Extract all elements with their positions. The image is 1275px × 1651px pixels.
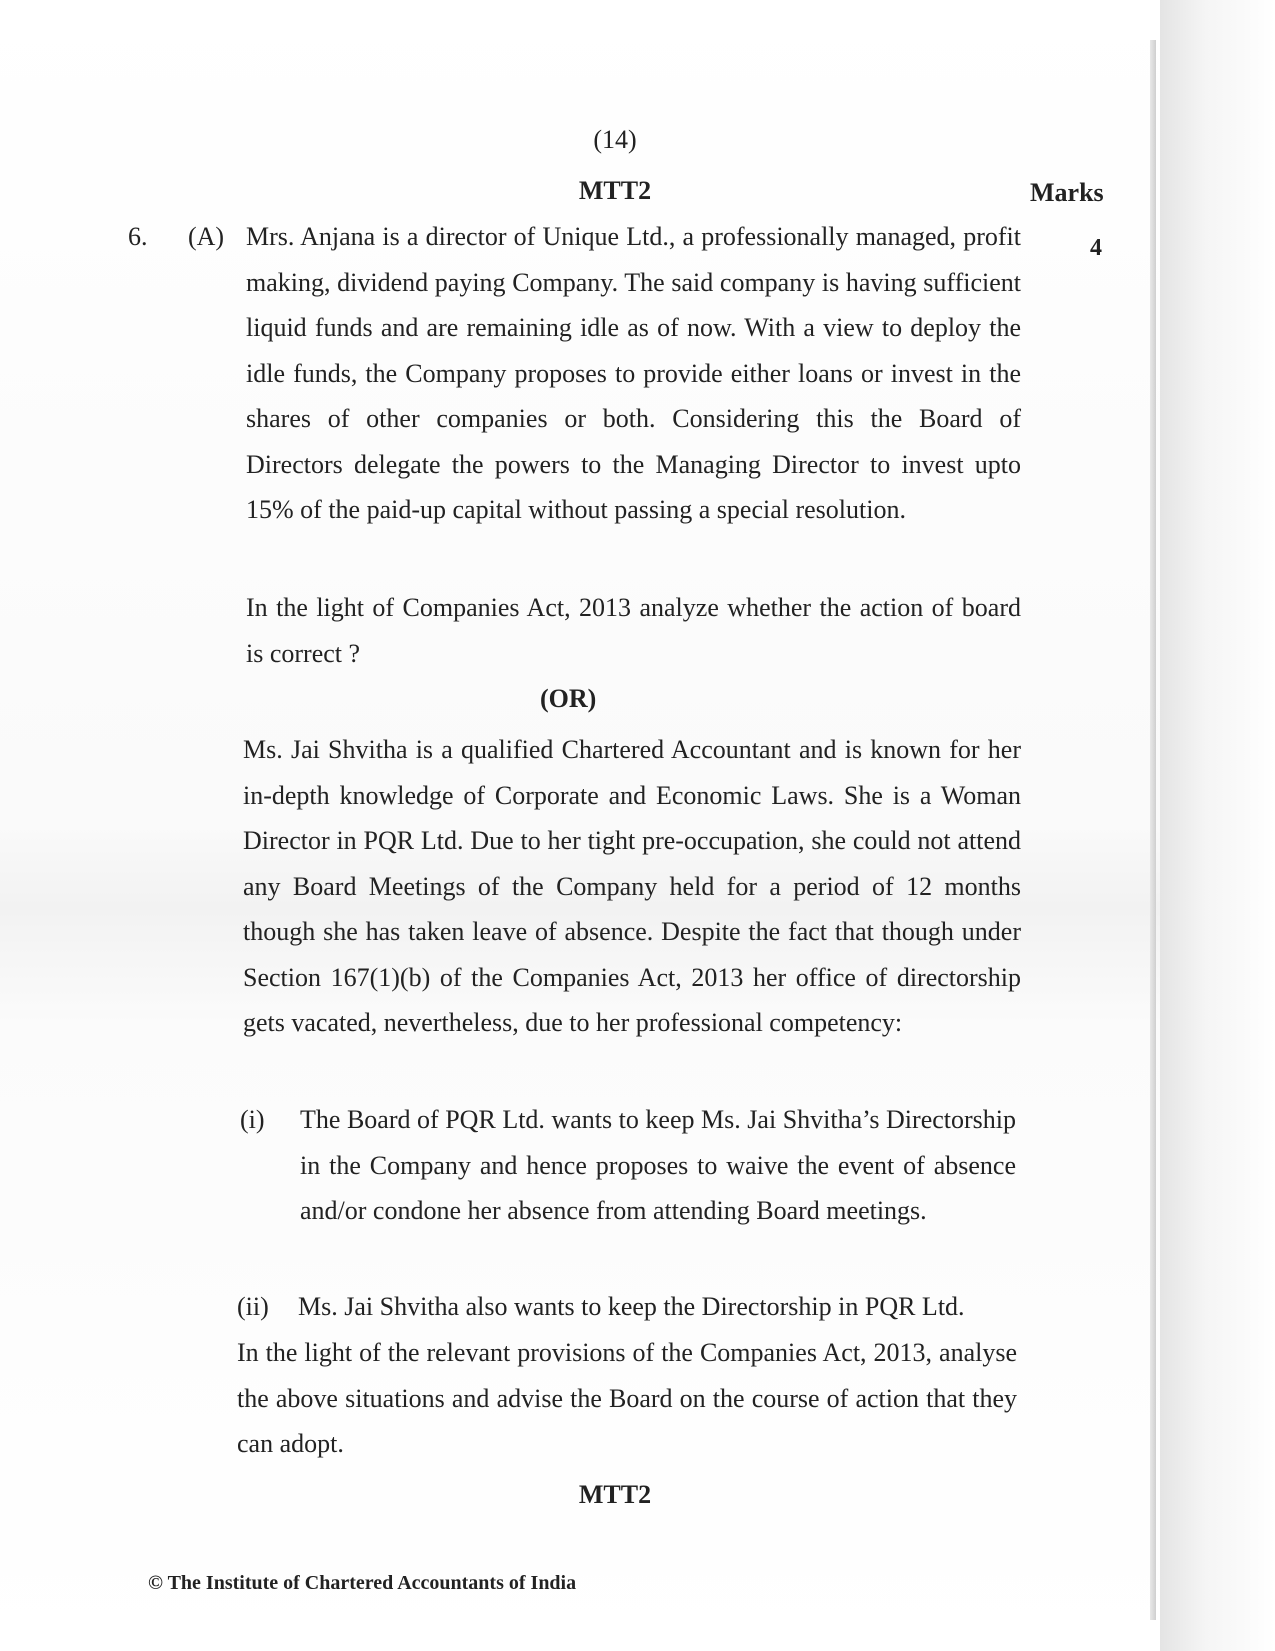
page-number: (14) [593, 125, 637, 154]
part-a-question: In the light of Companies Act, 2013 analyze whether the action of board is correct ? [246, 593, 1021, 668]
marks-value: 4 [1090, 235, 1102, 261]
page-edge [1150, 40, 1156, 1620]
marks-heading: Marks [1030, 178, 1104, 207]
scan-margin [1160, 0, 1275, 1651]
sub-item-text: The Board of PQR Ltd. wants to keep Ms. Jai Shvitha’s Directorship in the Company and hence proposes to waive the event of absence and/or condone her absence from attending Board meetings. [300, 1105, 1016, 1225]
part-b-question: In the light of the relevant provisions of the Companies Act, 2013, analyse the above situations and advise the Board on the course of action that they can adopt. [237, 1338, 1017, 1458]
paper-code-header: MTT2 [578, 176, 652, 205]
question-number: 6. [128, 222, 148, 251]
part-a-paragraph: Mrs. Anjana is a director of Unique Ltd., a professionally managed, profit making, dividend paying Company. The said company is having sufficient liquid funds and are remaining idle as of now. With a view to deploy the idle funds, the Company proposes to provide either loans or invest in the shares of other companies or both. Considering this the Board of Directors delegate the powers to the Managing Director to invest upto 15% of the paid-up capital without passing a special resolution. [246, 222, 1021, 524]
paper-code-footer: MTT2 [578, 1480, 652, 1509]
part-b-paragraph: Ms. Jai Shvitha is a qualified Chartered Accountant and is known for her in-depth knowledge of Corporate and Economic Laws. She is a Woman Director in PQR Ltd. Due to her tight pre-occupation, she could not attend any Board Meetings of the Company held for a period of 12 months though she has taken leave of absence. Despite the fact that though under Section 167(1)(b) of the Companies Act, 2013 her office of directorship gets vacated, nevertheless, due to her professional competency: [243, 735, 1021, 1037]
question-part-label: (A) [188, 222, 225, 251]
sub-item-label: (i) [240, 1105, 265, 1134]
sub-item-label: (ii) [237, 1292, 269, 1321]
copyright-notice: © The Institute of Chartered Accountants of India [148, 1572, 577, 1594]
sub-item-text: Ms. Jai Shvitha also wants to keep the Directorship in PQR Ltd. [298, 1292, 965, 1321]
or-heading: (OR) [540, 684, 597, 713]
